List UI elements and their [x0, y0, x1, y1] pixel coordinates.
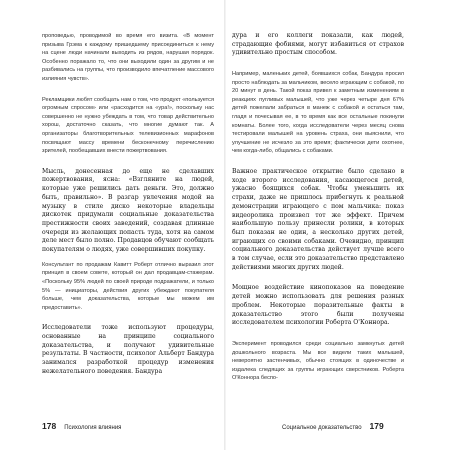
right-paragraph-3: Важное практическое открытие было сделано в ходе второго исследования, касающегося детей, ужасно боящихся собак. Чтобы уменьшить их страхи, даже не пришлось прибегнуть к реальной демонстрации играющего с пом мальчика: показ видеоролика произвел тот же эффект. Причем наибольшую пользу принесли ролики, в которых был показан не один, а несколько других детей, играющих со своими собаками. Очевидно, принцип социального доказательства действует лучше всего в том случае, если это доказательство представлено действиями многих других людей.: [232, 168, 404, 271]
page-number: 179: [369, 421, 384, 431]
left-paragraph-1: проповедью, проводимой во время его визита. «В момент призыва Грэма к каждому пришедшему присоединиться к нему на сцене люди начинали выходить из рядов, нарушая порядок. Особенно поражало то, что они выходили один за другим и не разбивались на группы, что производило впечатление массового излияния чувств».: [42, 33, 214, 82]
left-page-footer: [42, 421, 121, 431]
page-number: 178: [42, 421, 57, 431]
right-paragraph-1: дура и его коллеги показали, как людей, страдающие фобиями, могут избавиться от страхов удивительно простым способом.: [232, 32, 404, 57]
left-paragraph-4: Консультант по продажам Кавитт Роберт отлично выразил этот принцип в своем совете, который он дал продавцам-стажерам. «Поскольку 95% людей по своей природе подражатели, и только 5% — инициаторы, действия других убеждают покупателя больше, чем доказательства, которые мы можем им предоставить».: [42, 261, 214, 311]
right-paragraph-2: Например, маленьких детей, боявшихся собак, Бандура просил просто наблюдать за мальчиком, весело играющим с собакой, по 20 минут в день. Такой показ привел к заметным изменениям в реакциях пугливых малышей, что уже через четыре дня 67% детей пожелали забраться в манеж с собакой и остаться там, гладя и почесывая ее, в то время как все остальные покинули комнаты. Более того, когда исследователи через месяц снова тестировали малышей на уровень страха, они выяснили, что улучшение не исчезло за это время; фактически дети охотнее, чем когда-либо, общались с собаками.: [232, 71, 404, 155]
book-gutter: [224, 0, 226, 450]
running-title: Социальное доказательство: [282, 425, 362, 431]
running-title: Психология влияния: [64, 425, 122, 431]
left-page: [42, 32, 214, 383]
right-paragraph-4: Мощное воздействие кинопоказов на поведение детей можно использовать для решения разных проблем. Некоторые поразительные факты в доказательство этого были получены исследователем психологии Роберта О'Коннора.: [232, 284, 404, 327]
left-paragraph-3: Мысль, донесенная до еще не сделавших пожертвования, ясна: «Взгляните на людей, которые уже решились дать деньги. Это, должно быть, правильно». В разгар увлечения модой на музыку в стиле диско некоторые владельцы дискотек придумали социальные доказательства престижности своих заведений, создавая длинные очереди из желающих попасть туда, хотя на самом деле мест было полно. Продавцов обучают сообщать покупателям о людях, уже совершивших покупку.: [42, 167, 214, 254]
right-page: [232, 32, 404, 389]
left-paragraph-5: Исследователи тоже используют процедуры, основанные на принципе социального доказательства, и получают удивительные результаты. В частности, психолог Альберт Бандура занимался разработкой процедур изменения нежелательного поведения. Бандура: [42, 324, 214, 375]
right-paragraph-5: Эксперимент проводился среди социально замкнутых детей дошкольного возраста. Мы все видели таких малышей, невероятно застенчивых, обычно стоящих в одиночестве и издалека следящих за группы играющих сверстников. Роберта О'Коннора беспо-: [232, 341, 404, 382]
left-paragraph-2: Рекламщики любят сообщать нам о том, что продукт «пользуется огромным спросом» или «расходится на «ура!», поскольку нас совершенно не нужно убеждать в том, что товар действительно хорош, достаточно сказать, что многие думают так. А организаторы благотворительных телевизионных марафонов посвящают массу времени бесконечному перечислению зрителей, пообещавших внести пожертвования.: [42, 96, 214, 155]
right-page-footer: [282, 421, 384, 431]
